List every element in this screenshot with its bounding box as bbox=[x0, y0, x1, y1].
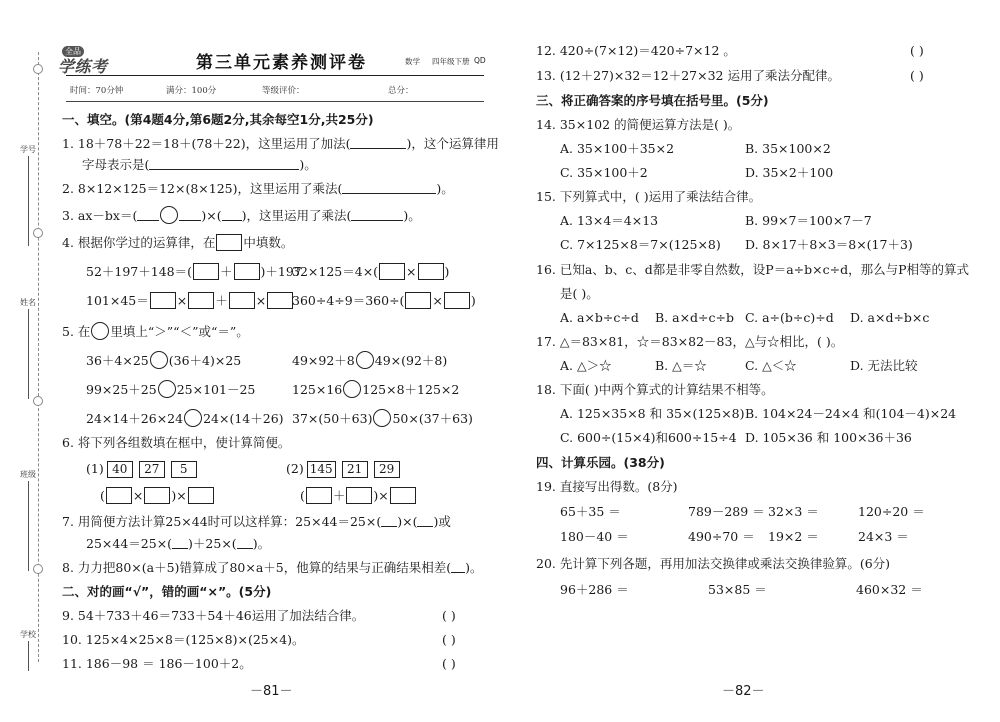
answer-box[interactable] bbox=[390, 487, 416, 504]
question-3: 3. ax－bx＝( )×( )，这里运用了乘法( )。 bbox=[62, 208, 421, 223]
question-1-continued: 字母表示是( )。 bbox=[82, 157, 317, 172]
number-card: 40 bbox=[107, 461, 133, 478]
question-5: 5. 在 里填上“＞”“＜”或“＝”。 bbox=[62, 324, 249, 339]
question-5-row-1b: 49×92＋8 49×(92＋8) bbox=[292, 353, 448, 368]
score-info: 满分：100分 bbox=[166, 86, 217, 96]
number-card: 145 bbox=[307, 461, 336, 478]
option[interactable]: D. a×d÷b×c bbox=[850, 310, 930, 325]
option[interactable]: A. a×b÷c÷d bbox=[560, 310, 639, 325]
answer-blank[interactable] bbox=[222, 220, 242, 221]
option[interactable]: C. 600÷(15×4)和600÷15÷4 bbox=[560, 430, 737, 445]
option[interactable]: D. 35×2＋100 bbox=[745, 165, 834, 180]
question-5-row-1: 36＋4×25 (36＋4)×25 bbox=[86, 353, 242, 368]
option[interactable]: D. 105×36 和 100×36＋36 bbox=[745, 430, 912, 445]
answer-blank[interactable] bbox=[237, 548, 253, 549]
question-14: 14. 35×102 的简便运算方法是( )。 bbox=[536, 117, 741, 132]
answer-paren[interactable]: ( ) bbox=[442, 656, 456, 671]
binding-hole bbox=[33, 64, 43, 74]
option[interactable]: B. 35×100×2 bbox=[745, 141, 831, 156]
compare-circle[interactable] bbox=[184, 409, 202, 427]
answer-box[interactable] bbox=[379, 263, 405, 280]
question-6-group-1: (1) 40 27 5 bbox=[86, 461, 200, 478]
binding-class-field[interactable]: 班级 bbox=[20, 470, 36, 571]
option[interactable]: A. 125×35×8 和 35×(125×8) bbox=[560, 406, 745, 421]
calc-item[interactable]: 53×85 ＝ bbox=[708, 582, 767, 597]
total-field[interactable]: 总分： bbox=[388, 86, 414, 96]
question-19: 19. 直接写出得数。(8分) bbox=[536, 479, 678, 494]
oral-calc-item[interactable]: 789－289 ＝ bbox=[688, 504, 765, 519]
option[interactable]: C. 7×125×8＝7×(125×8) bbox=[560, 237, 721, 252]
question-15: 15. 下列算式中，( )运用了乘法结合律。 bbox=[536, 189, 762, 204]
answer-box[interactable] bbox=[188, 487, 214, 504]
section-heading: 二、对的画“√”，错的画“×”。(5分) bbox=[62, 584, 272, 599]
answer-blank[interactable] bbox=[149, 169, 299, 170]
binding-school-field[interactable]: 学校 bbox=[20, 630, 36, 671]
answer-paren[interactable]: ( ) bbox=[442, 608, 456, 623]
option[interactable]: A. 13×4＝4×13 bbox=[560, 213, 659, 228]
question-7: 7. 用简便方法计算25×44时可以这样算：25×44＝25×( )×( )或 bbox=[62, 514, 451, 529]
number-card: 27 bbox=[139, 461, 165, 478]
number-card: 21 bbox=[342, 461, 368, 478]
answer-box[interactable] bbox=[306, 487, 332, 504]
answer-blank[interactable] bbox=[417, 526, 433, 527]
answer-blank[interactable] bbox=[172, 548, 188, 549]
question-6-group-2-answer: ( ＋ )× bbox=[300, 487, 417, 504]
question-2: 2. 8×12×125＝12×(8×125)，这里运用了乘法( )。 bbox=[62, 181, 454, 196]
edition-label: QD bbox=[474, 56, 486, 65]
oral-calc-item[interactable]: 24×3 ＝ bbox=[858, 529, 909, 544]
option[interactable]: C. a÷(b÷c)÷d bbox=[745, 310, 834, 325]
compare-circle[interactable] bbox=[356, 351, 374, 369]
answer-paren[interactable]: ( ) bbox=[910, 43, 924, 58]
answer-box[interactable] bbox=[144, 487, 170, 504]
option[interactable]: B. 104×24－24×4 和(104－4)×24 bbox=[745, 406, 957, 421]
question-20: 20. 先计算下列各题，再用加法交换律或乘法交换律验算。(6分) bbox=[536, 556, 891, 571]
compare-circle[interactable] bbox=[91, 322, 109, 340]
question-4-row-1b: 32×125＝4×( × ) bbox=[292, 264, 450, 279]
question-4-row-2: 101×45＝ × ＋ × bbox=[86, 292, 294, 309]
answer-blank[interactable] bbox=[137, 220, 159, 221]
question-5-row-3: 24×14＋26×24 24×(14＋26) bbox=[86, 411, 284, 426]
answer-box[interactable] bbox=[150, 292, 176, 309]
answer-blank[interactable] bbox=[381, 526, 397, 527]
option[interactable]: B. a×d÷c÷b bbox=[655, 310, 735, 325]
binding-id-field[interactable]: 学号 bbox=[20, 145, 36, 246]
question-6-group-2: (2) 145 21 29 bbox=[286, 461, 403, 478]
option[interactable]: B. 99×7＝100×7－7 bbox=[745, 213, 872, 228]
publisher-logo: 全品 学练考 bbox=[58, 47, 108, 76]
right-page bbox=[500, 0, 1000, 722]
question-4-row-2b: 360÷4÷9＝360÷( × ) bbox=[292, 293, 476, 308]
option[interactable]: A. △＞☆ bbox=[560, 358, 612, 373]
question-10: 10. 125×4×25×8＝(125×8)×(25×4)。 bbox=[62, 632, 305, 647]
answer-box[interactable] bbox=[106, 487, 132, 504]
question-7-continued: 25×44＝25×( )＋25×( )。 bbox=[86, 536, 271, 551]
answer-paren[interactable]: ( ) bbox=[442, 632, 456, 647]
binding-name-field[interactable]: 姓名 bbox=[20, 298, 36, 399]
page-title: 第三单元素养测评卷 bbox=[196, 53, 367, 73]
question-5-row-2b: 125×16 125×8＋125×2 bbox=[292, 382, 460, 397]
question-9: 9. 54＋733＋46＝733＋54＋46运用了加法结合律。 bbox=[62, 608, 365, 623]
section-heading: 一、填空。(第4题4分,第6题2分,其余每空1分,共25分) bbox=[62, 112, 374, 127]
question-5-row-3b: 37×(50＋63) 50×(37＋63) bbox=[292, 411, 473, 426]
compare-circle[interactable] bbox=[158, 380, 176, 398]
answer-box[interactable] bbox=[216, 234, 242, 251]
question-16-continued: 是( )。 bbox=[560, 286, 599, 301]
oral-calc-item[interactable]: 180－40 ＝ bbox=[560, 529, 629, 544]
answer-box[interactable] bbox=[193, 263, 219, 280]
question-11: 11. 186－98 ＝ 186－100＋2。 bbox=[62, 656, 252, 671]
oral-calc-item[interactable]: 65＋35 ＝ bbox=[560, 504, 621, 519]
compare-circle[interactable] bbox=[150, 351, 168, 369]
number-card: 5 bbox=[171, 461, 197, 478]
option[interactable]: A. 35×100＋35×2 bbox=[560, 141, 675, 156]
question-4: 4. 根据你学过的运算律，在 中填数。 bbox=[62, 235, 294, 250]
time-info: 时间：70分钟 bbox=[70, 86, 124, 96]
answer-box[interactable] bbox=[418, 263, 444, 280]
question-5-row-2: 99×25＋25 25×101－25 bbox=[86, 382, 256, 397]
question-16: 16. 已知a、b、c、d都是非零自然数，设P＝a÷b×c÷d，那么与P相等的算式 bbox=[536, 262, 970, 277]
answer-box[interactable] bbox=[267, 292, 293, 309]
question-6-group-1-answer: ( × )× bbox=[100, 487, 215, 504]
answer-box[interactable] bbox=[405, 292, 431, 309]
answer-blank[interactable] bbox=[342, 193, 436, 194]
answer-box[interactable] bbox=[346, 487, 372, 504]
answer-box[interactable] bbox=[188, 292, 214, 309]
answer-box[interactable] bbox=[234, 263, 260, 280]
question-13: 13. (12＋27)×32＝12＋27×32 运用了乘法分配律。 bbox=[536, 68, 840, 83]
compare-circle[interactable] bbox=[373, 409, 391, 427]
question-8: 8. 力力把80×(a＋5)错算成了80×a＋5，他算的结果与正确结果相差( )。 bbox=[62, 560, 483, 575]
number-card: 29 bbox=[374, 461, 400, 478]
question-4-row-1: 52＋197＋148＝( ＋ )＋197 bbox=[86, 264, 302, 279]
answer-box[interactable] bbox=[444, 292, 470, 309]
header-divider bbox=[66, 101, 484, 102]
grade-label: 四年级下册 bbox=[432, 57, 470, 66]
rating-field[interactable]: 等级评价： bbox=[262, 86, 305, 96]
answer-blank[interactable] bbox=[179, 220, 201, 221]
oral-calc-item[interactable]: 32×3 ＝ bbox=[768, 504, 819, 519]
question-18: 18. 下面( )中两个算式的计算结果不相等。 bbox=[536, 382, 774, 397]
section-heading: 三、将正确答案的序号填在括号里。(5分) bbox=[536, 93, 769, 108]
oral-calc-item[interactable]: 120÷20 ＝ bbox=[858, 504, 925, 519]
operator-circle[interactable] bbox=[160, 206, 178, 224]
oral-calc-item[interactable]: 490÷70 ＝ bbox=[688, 529, 755, 544]
answer-blank[interactable] bbox=[451, 572, 465, 573]
question-12: 12. 420÷(7×12)＝420÷7×12 。 bbox=[536, 43, 736, 58]
subject-label: 数学 bbox=[405, 57, 420, 66]
oral-calc-item[interactable]: 19×2 ＝ bbox=[768, 529, 819, 544]
header-divider bbox=[66, 75, 484, 76]
answer-blank[interactable] bbox=[351, 220, 403, 221]
page-number: －81－ bbox=[250, 684, 293, 699]
answer-blank[interactable] bbox=[350, 148, 406, 149]
answer-paren[interactable]: ( ) bbox=[910, 68, 924, 83]
question-1: 1. 18＋78＋22＝18＋(78＋22)，这里运用了加法( )，这个运算律用 bbox=[62, 136, 499, 151]
option[interactable]: C. 35×100＋2 bbox=[560, 165, 648, 180]
calc-item[interactable]: 460×32 ＝ bbox=[856, 582, 923, 597]
option[interactable]: B. △＝☆ bbox=[655, 358, 707, 373]
section-heading: 四、计算乐园。(38分) bbox=[536, 455, 665, 470]
page-number: －82－ bbox=[722, 684, 765, 699]
option[interactable]: C. △＜☆ bbox=[745, 358, 797, 373]
answer-box[interactable] bbox=[229, 292, 255, 309]
option[interactable]: D. 无法比较 bbox=[850, 358, 918, 373]
question-17: 17. △＝83×81，☆＝83×82－83，△与☆相比，( )。 bbox=[536, 334, 844, 349]
option[interactable]: D. 8×17＋8×3＝8×(17＋3) bbox=[745, 237, 913, 252]
compare-circle[interactable] bbox=[343, 380, 361, 398]
question-6: 6. 将下列各组数填在框中，使计算简便。 bbox=[62, 435, 291, 450]
calc-item[interactable]: 96＋286 ＝ bbox=[560, 582, 629, 597]
